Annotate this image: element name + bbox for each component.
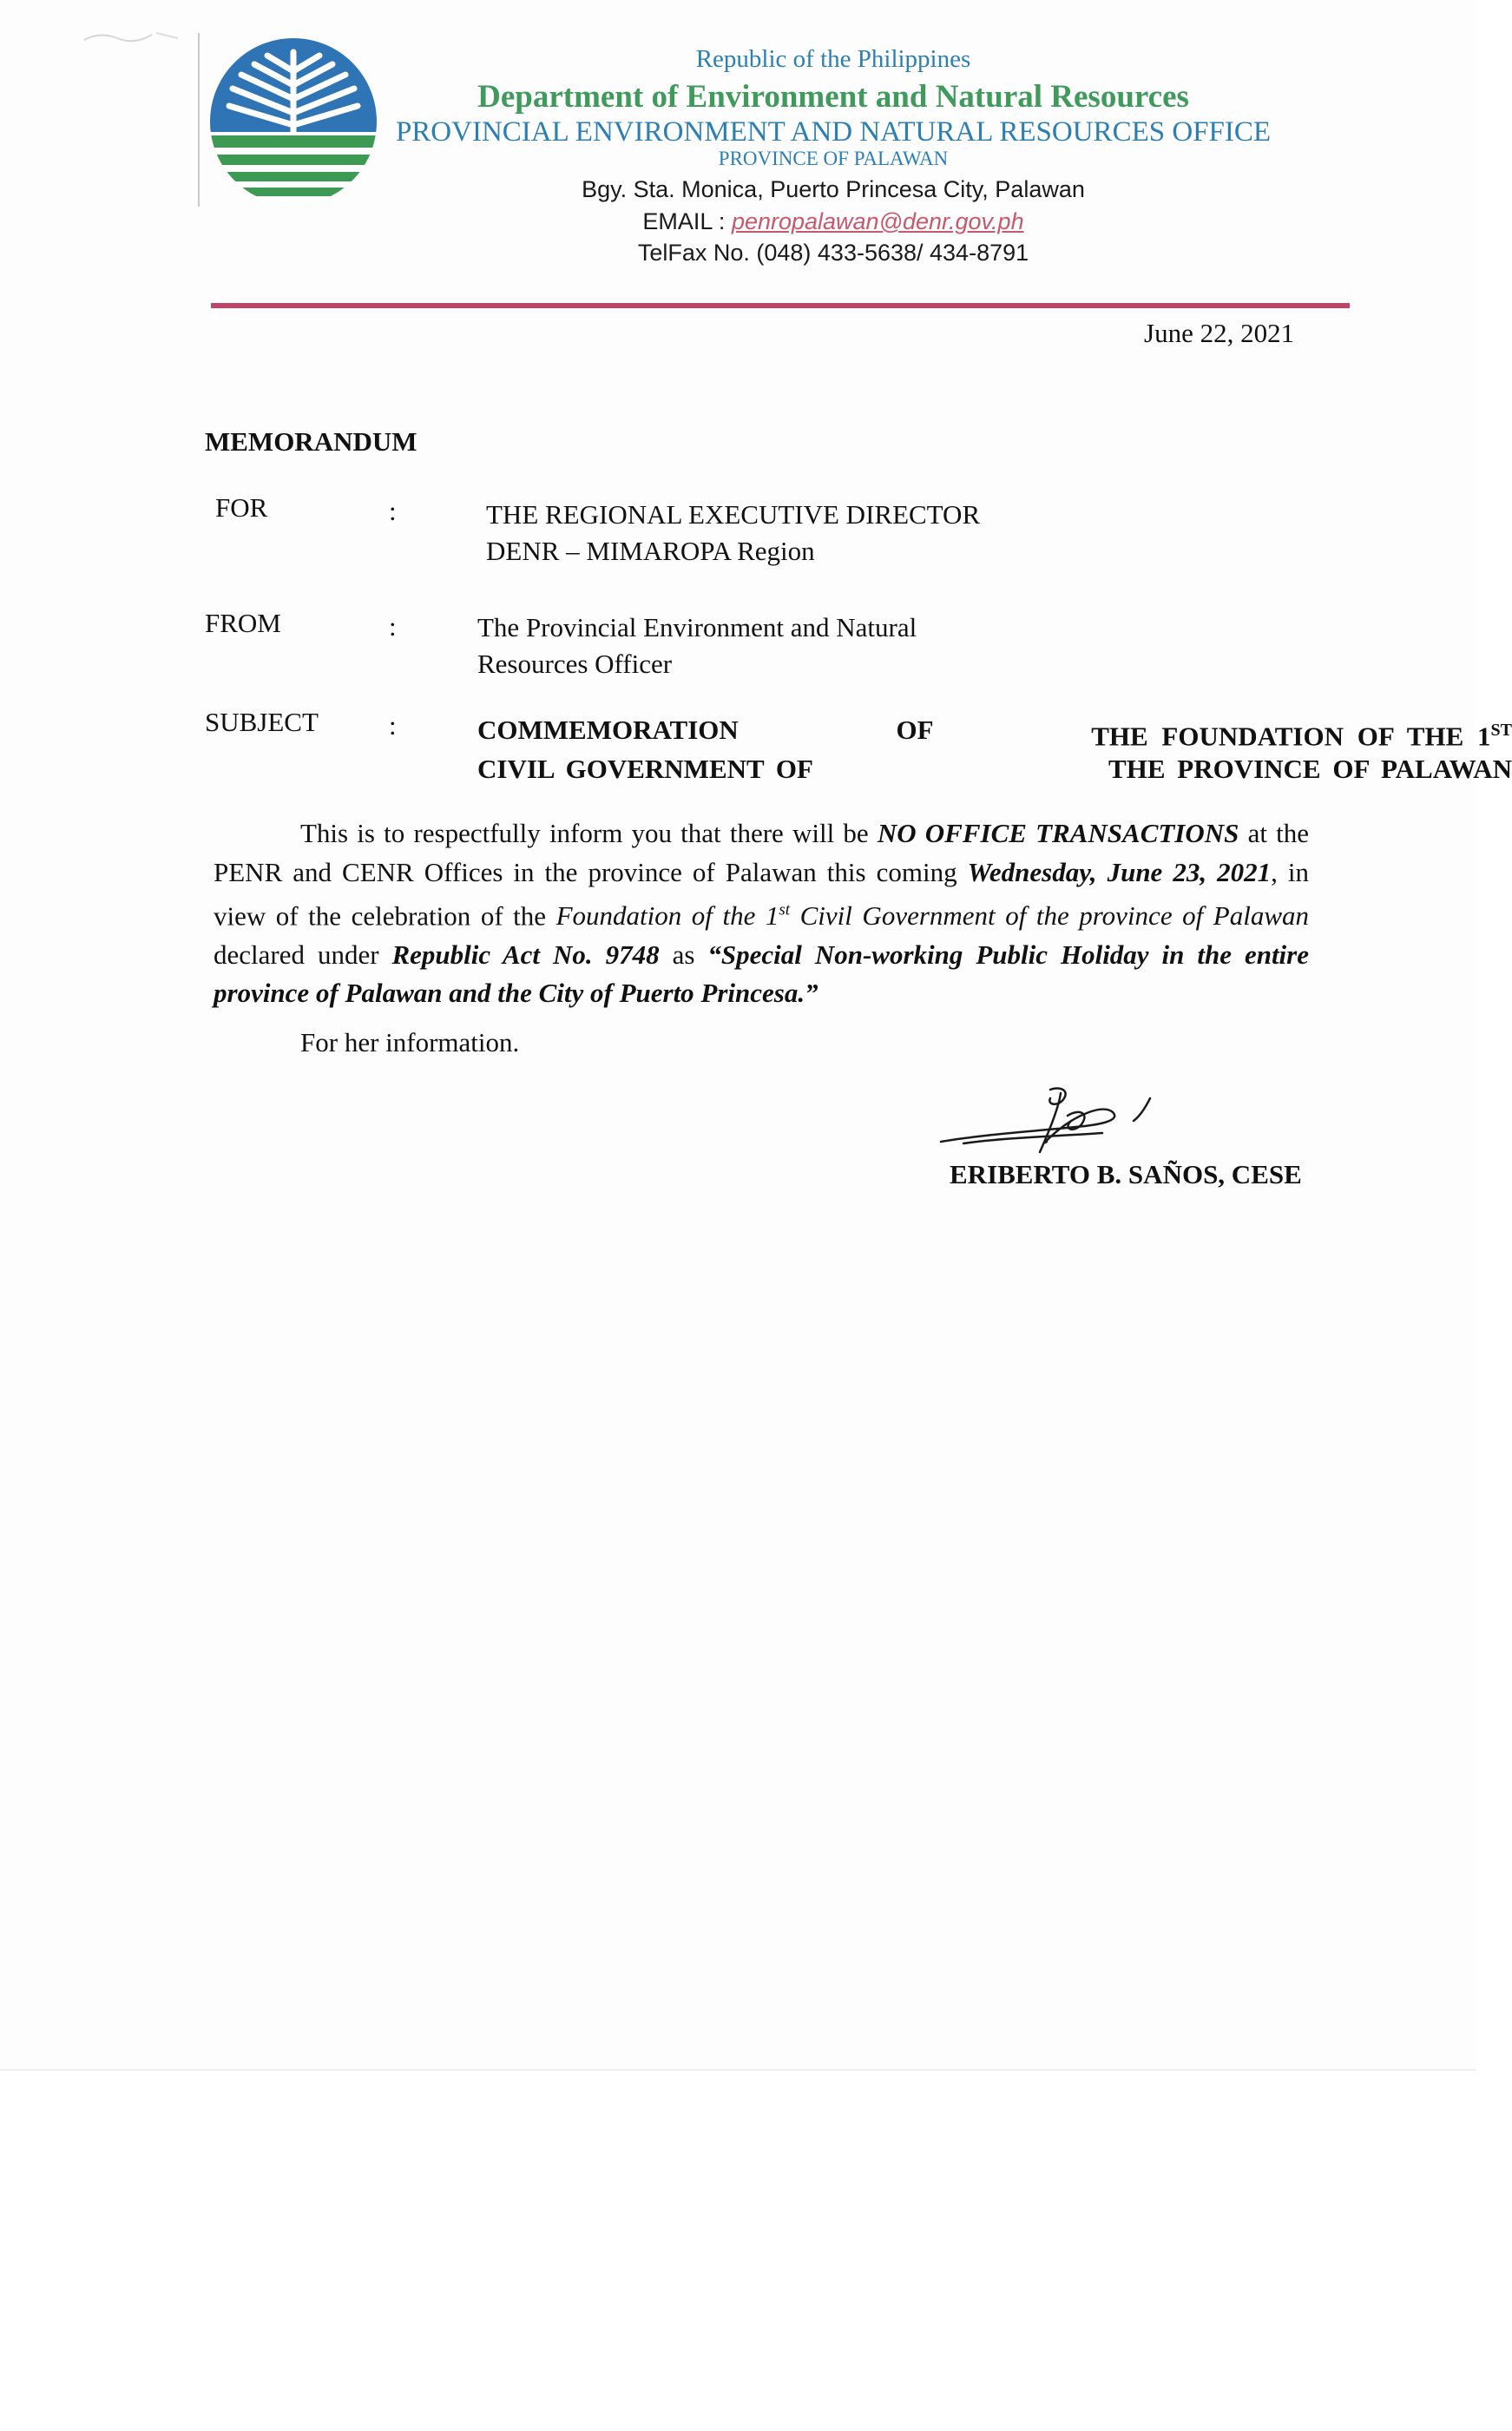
subject-phrase-2: CIVIL GOVERNMENT OF (477, 754, 813, 785)
province-name: PROVINCE OF PALAWAN (718, 148, 949, 169)
for-line-2: DENR – MIMAROPA Region (486, 536, 815, 566)
republic-line: Republic of the Philippines (695, 45, 971, 73)
from-sender (477, 609, 917, 682)
office-name: PROVINCIAL ENVIRONMENT AND NATURAL RESOURCES OFFICE (395, 116, 1272, 148)
denr-tree-water-logo-icon (207, 35, 380, 208)
letterhead-divider (211, 303, 1350, 308)
email-link[interactable]: penropalawan@denr.gov.ph (731, 208, 1024, 234)
scan-smudge (82, 24, 187, 50)
subject-superscript: ST (1490, 721, 1512, 740)
from-colon: : (389, 611, 397, 642)
signatory-name: ERIBERTO B. SAÑOS, CESE (950, 1159, 1302, 1189)
subject-word-2: OF (896, 715, 934, 745)
subject-word-1: COMMEMORATION (477, 715, 739, 745)
from-label: FROM (205, 608, 281, 638)
closing-line: For her information. (300, 1027, 520, 1057)
office-address: Bgy. Sta. Monica, Puerto Princesa City, Palawan (582, 176, 1085, 202)
handwritten-signature-icon (929, 1081, 1189, 1159)
memo-body-paragraph (214, 814, 1309, 1013)
for-label: FOR (215, 492, 268, 523)
email-line (356, 208, 1311, 235)
for-line-1: THE REGIONAL EXECUTIVE DIRECTOR (486, 499, 981, 530)
emphasis-no-office: NO OFFICE TRANSACTIONS (877, 818, 1239, 848)
from-line-1: The Provincial Environment and Natural (477, 612, 917, 642)
subject-text (477, 714, 1512, 786)
memo-heading: MEMORANDUM (205, 426, 417, 457)
letterhead-vertical-line (198, 33, 200, 207)
body-paragraph-1: This is to respectfully inform you that there will be NO OFFICE TRANSACTIONS at the PENR and CENR Offices in the province of Palawan this coming Wednesday, June 23, 2021, in view of the celebration of the Foundation of the 1st Civil Government of the province of Palawan declared under Republic Act No. 9748 as “Special Non-working Public Holiday in the entire province of Palawan and the City of Puerto Princesa.” (214, 818, 1309, 1009)
subject-phrase-3: THE PROVINCE OF PALAWAN (1108, 754, 1512, 785)
subject-colon: : (389, 710, 397, 741)
email-label: EMAIL : (642, 208, 726, 234)
scan-edge (0, 2069, 1476, 2071)
emphasis-republic-act: Republic Act No. 9748 (391, 939, 660, 970)
emphasis-foundation: Foundation of the 1st Civil Government of the province of Palawan (555, 900, 1309, 932)
for-colon: : (389, 496, 397, 526)
subject-phrase-1: THE FOUNDATION OF THE 1ST (1091, 721, 1512, 752)
department-name: Department of Environment and Natural Resources (477, 79, 1189, 115)
telfax-line: TelFax No. (048) 433-5638/ 434-8791 (637, 240, 1029, 266)
for-recipient (486, 497, 980, 570)
from-line-2: Resources Officer (477, 649, 673, 679)
emphasis-date: Wednesday, June 23, 2021 (967, 856, 1272, 887)
subject-label: SUBJECT (205, 707, 319, 737)
memo-date: June 22, 2021 (1144, 318, 1295, 348)
emphasis-holiday: “Special Non-working Public Holiday in the entire province of Palawan and the City of Puerto Princesa.” (214, 939, 1309, 1009)
